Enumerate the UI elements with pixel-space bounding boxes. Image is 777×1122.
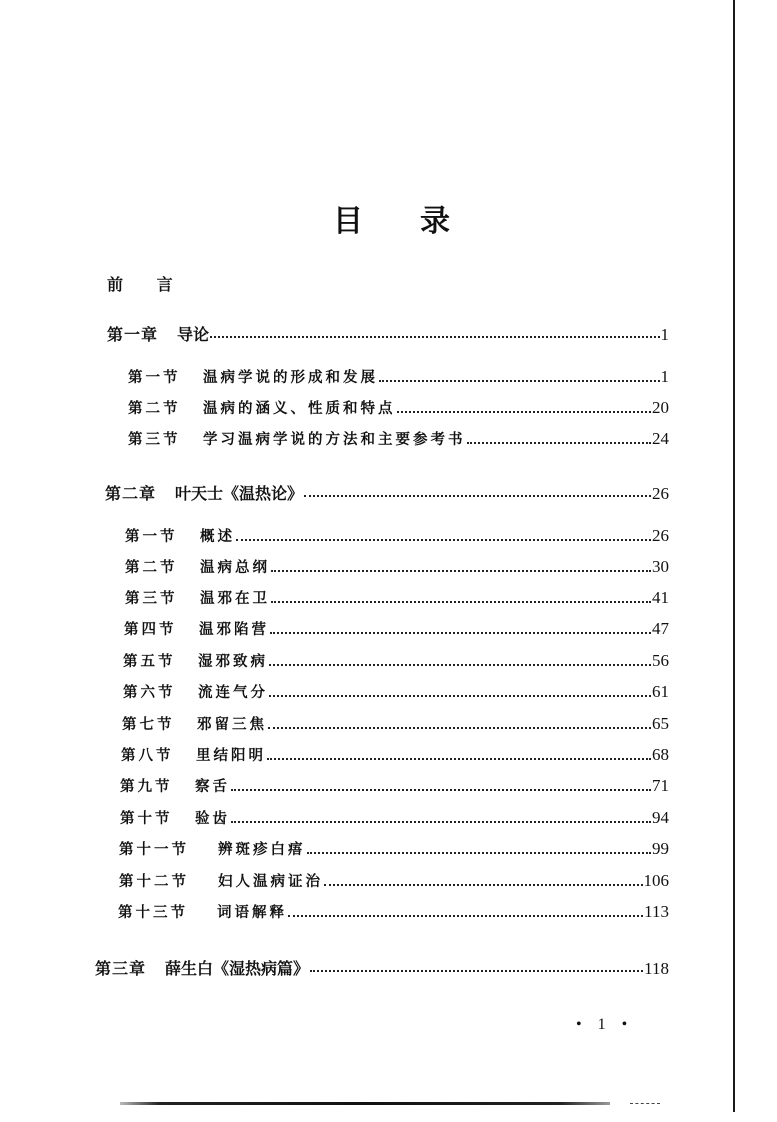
- dot-leader: [379, 380, 660, 382]
- dot-leader: [304, 495, 651, 497]
- toc-entry-heading: 温病总纲: [200, 559, 270, 576]
- toc-section-entry[interactable]: [123, 650, 669, 672]
- toc-entry-page-number: 24: [652, 429, 669, 448]
- dot-leader: [288, 915, 643, 917]
- toc-section-entry[interactable]: [119, 870, 669, 892]
- toc-entry-page-number: 30: [652, 557, 669, 576]
- toc-entry-page-number: 113: [644, 902, 669, 921]
- toc-entry-page-number: 68: [652, 745, 669, 764]
- title-char-2: 录: [420, 204, 450, 239]
- toc-entry-label: 第三节: [128, 431, 181, 448]
- toc-chapter-entry[interactable]: [105, 481, 669, 503]
- toc-entry-heading: 词语解释: [217, 904, 287, 921]
- scan-bottom-rule: [120, 1102, 610, 1105]
- dot-leader: [236, 539, 651, 541]
- toc-entry-page-number: 47: [652, 619, 669, 638]
- toc-entry-heading: 温病学说的形成和发展: [203, 369, 378, 386]
- toc-entry-label: 第十一节: [119, 841, 189, 858]
- toc-entry-page-number: 26: [652, 484, 669, 503]
- toc-entry-label: 第十二节: [119, 873, 189, 890]
- toc-entry-heading: 薛生白《湿热病篇》: [165, 959, 310, 978]
- toc-entry-page-number: 71: [652, 776, 669, 795]
- toc-section-entry[interactable]: [118, 901, 669, 923]
- toc-entry-page-number: 106: [643, 871, 669, 890]
- toc-section-entry[interactable]: [121, 744, 669, 766]
- toc-preface[interactable]: 前 言: [107, 275, 187, 294]
- scan-bottom-rule-tail: [630, 1103, 660, 1105]
- page-number: • 1 •: [576, 1016, 634, 1033]
- dot-leader: [267, 758, 651, 760]
- toc-entry-page-number: 118: [644, 959, 669, 978]
- toc-entry-label: 第一节: [128, 369, 181, 386]
- toc-entry-label: 第八节: [121, 747, 174, 764]
- toc-entry-label: 第三章: [95, 959, 147, 978]
- toc-entry-heading: 妇人温病证治: [218, 873, 323, 890]
- toc-section-entry[interactable]: [128, 397, 669, 419]
- dot-leader: [269, 695, 651, 697]
- toc-entry-page-number: 41: [652, 588, 669, 607]
- dot-leader: [269, 664, 651, 666]
- toc-entry-heading: 里结阳明: [196, 747, 266, 764]
- toc-entry-heading: 叶天士《温热论》: [175, 484, 304, 503]
- toc-entry-page-number: 56: [652, 651, 669, 670]
- toc-section-entry[interactable]: [119, 838, 669, 860]
- toc-section-entry[interactable]: [123, 681, 669, 703]
- toc-entry-label: 第九节: [120, 778, 173, 795]
- dot-leader: [324, 884, 643, 886]
- dot-leader: [397, 411, 652, 413]
- toc-section-entry[interactable]: [124, 618, 669, 640]
- toc-section-entry[interactable]: [128, 366, 669, 388]
- toc-entry-heading: 察舌: [195, 778, 230, 795]
- toc-entry-label: 第十节: [120, 810, 173, 827]
- dot-leader: [271, 601, 651, 603]
- toc-entry-label: 第二章: [105, 484, 157, 503]
- toc-entry-page-number: 1: [660, 325, 669, 344]
- toc-section-entry[interactable]: [120, 775, 669, 797]
- toc-entry-page-number: 65: [652, 714, 669, 733]
- toc-entry-heading: 温邪在卫: [200, 590, 270, 607]
- toc-entry-page-number: 99: [652, 839, 669, 858]
- toc-entry-heading: 导论: [177, 325, 210, 344]
- toc-entry-heading: 流连气分: [198, 684, 268, 701]
- toc-section-entry[interactable]: [122, 713, 669, 735]
- dot-leader: [307, 852, 652, 854]
- toc-entry-page-number: 61: [652, 682, 669, 701]
- toc-entry-heading: 验齿: [195, 810, 230, 827]
- dot-leader: [210, 336, 659, 338]
- dot-leader: [231, 821, 651, 823]
- toc-entry-heading: 温邪陷营: [199, 621, 269, 638]
- toc-section-entry[interactable]: [125, 525, 669, 547]
- title-char-1: 目: [333, 204, 363, 239]
- toc-chapter-entry[interactable]: [107, 322, 669, 344]
- toc-entry-page-number: 1: [660, 367, 669, 386]
- toc-entry-label: 第十三节: [118, 904, 188, 921]
- dot-leader: [310, 970, 643, 972]
- toc-entry-label: 第一节: [125, 528, 178, 545]
- dot-leader: [271, 570, 651, 572]
- toc-chapter-entry[interactable]: [95, 956, 669, 978]
- toc-entry-label: 第一章: [107, 325, 159, 344]
- toc-entry-heading: 辨斑疹白痦: [218, 841, 306, 858]
- toc-entry-label: 第三节: [125, 590, 178, 607]
- toc-entry-page-number: 20: [652, 398, 669, 417]
- toc-entry-label: 第二节: [125, 559, 178, 576]
- dot-leader: [268, 727, 651, 729]
- toc-entry-label: 第二节: [128, 400, 181, 417]
- toc-section-entry[interactable]: [128, 428, 669, 450]
- toc-entry-heading: 湿邪致病: [198, 653, 268, 670]
- toc-entry-label: 第四节: [124, 621, 177, 638]
- toc-entry-heading: 学习温病学说的方法和主要参考书: [203, 431, 466, 448]
- toc-entry-label: 第七节: [122, 716, 175, 733]
- toc-entry-heading: 概述: [200, 528, 235, 545]
- toc-entry-page-number: 26: [652, 526, 669, 545]
- toc-entry-heading: 温病的涵义、性质和特点: [203, 400, 396, 417]
- toc-section-entry[interactable]: [125, 587, 669, 609]
- dot-leader: [270, 632, 651, 634]
- dot-leader: [467, 442, 652, 444]
- toc-entry-label: 第五节: [123, 653, 176, 670]
- toc-entry-label: 第六节: [123, 684, 176, 701]
- toc-entry-page-number: 94: [652, 808, 669, 827]
- page-edge-rule: [733, 0, 735, 1112]
- toc-entry-heading: 邪留三焦: [197, 716, 267, 733]
- toc-section-entry[interactable]: [125, 556, 669, 578]
- toc-section-entry[interactable]: [120, 807, 669, 829]
- dot-leader: [231, 789, 651, 791]
